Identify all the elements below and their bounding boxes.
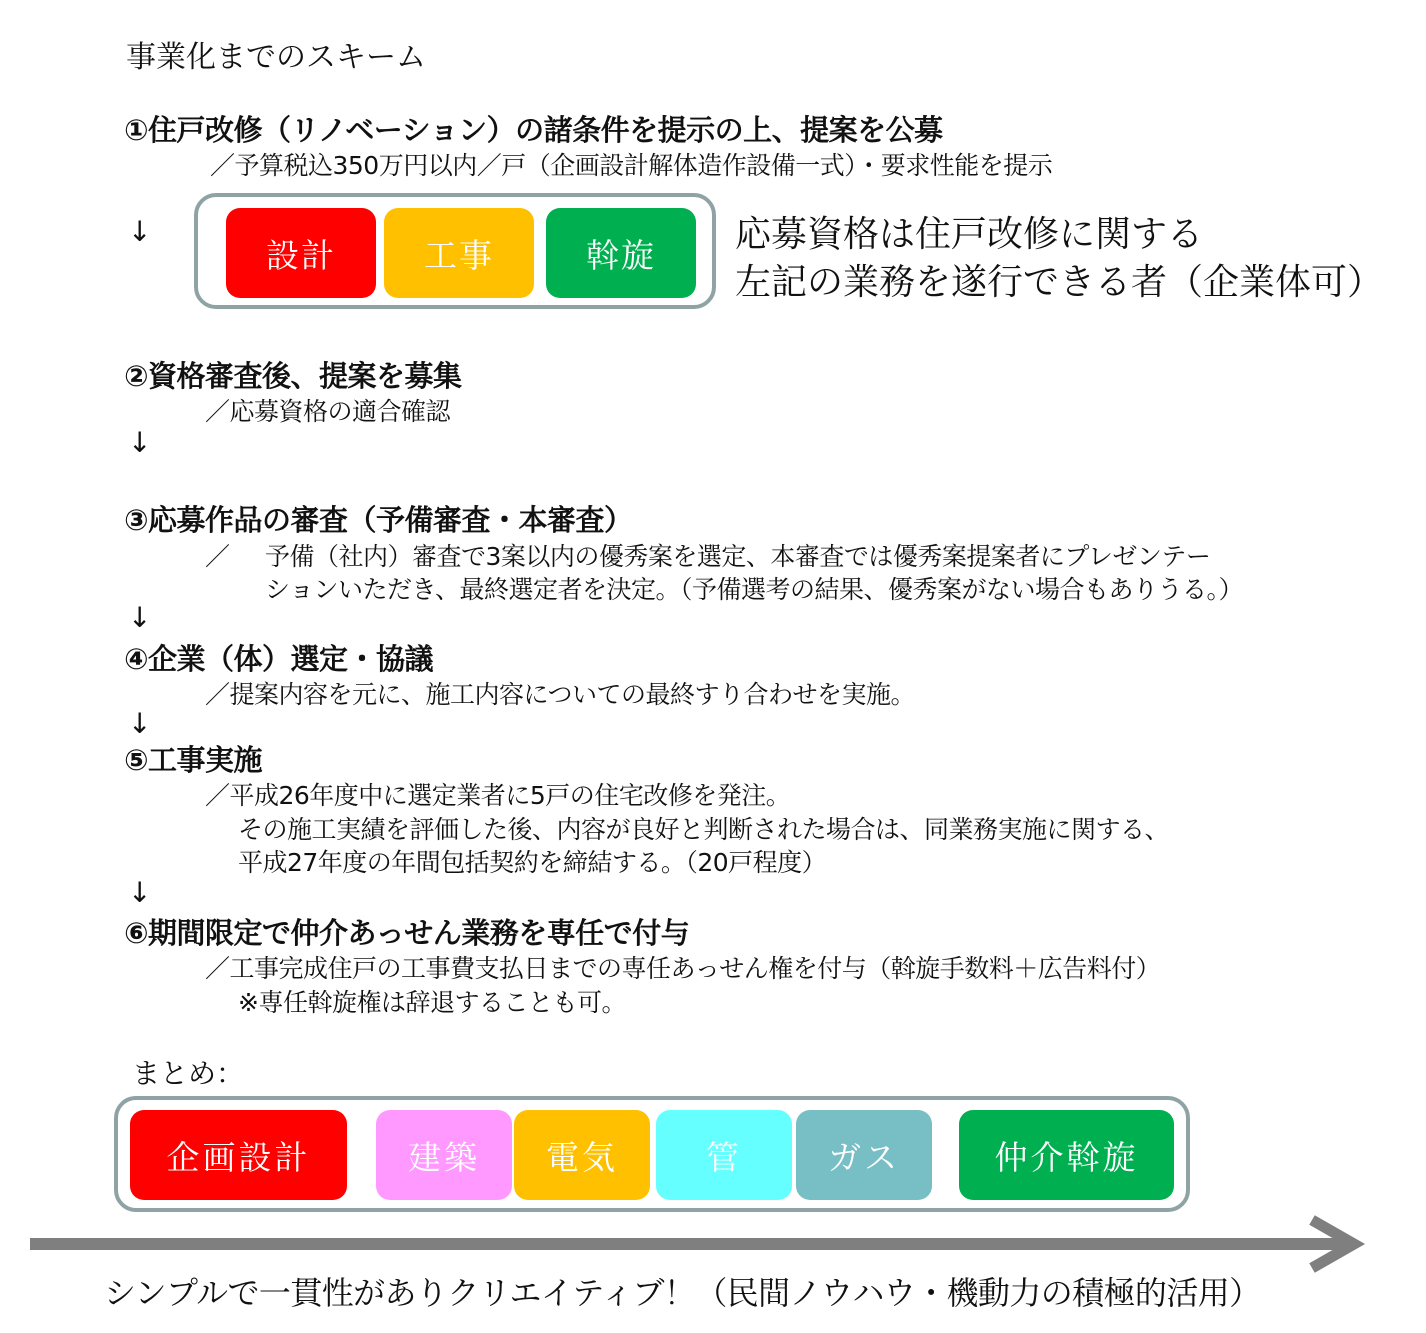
- summary-label: まとめ：: [132, 1057, 245, 1090]
- footer-slogan: シンプルで一貫性がありクリエイティブ！（民間ノウハウ・機動力の積極的活用）: [104, 1274, 1261, 1312]
- qualification-note-line-2: 左記の業務を遂行できる者（企業体可）: [735, 262, 1384, 303]
- qualification-tag-construction: 工事: [384, 208, 534, 298]
- step-3-detail-line-1: 予備（社内）審査で3案以内の優秀案を選定、本審査では優秀案提案者にプレゼンテー: [265, 542, 1211, 571]
- flow-arrow-1: ↓: [128, 215, 152, 248]
- qualification-tag-brokerage: 斡旋: [546, 208, 696, 298]
- step-5-detail-line-2: その施工実績を評価した後、内容が良好と判断された場合は、同業務実施に関する、: [238, 815, 1170, 844]
- step-1-detail: ／予算税込350万円以内／戸（企画設計解体造作設備一式）・要求性能を提示: [210, 151, 1053, 180]
- step-5-detail-line-3: 平成27年度の年間包括契約を締結する。（20戸程度）: [238, 848, 827, 877]
- step-5-heading: ⑤工事実施: [124, 743, 263, 777]
- flow-arrow-4: ↓: [128, 707, 152, 740]
- flow-arrow-2: ↓: [128, 426, 152, 459]
- summary-tag-gas: ガス: [796, 1110, 932, 1200]
- qualification-tag-design: 設計: [226, 208, 376, 298]
- step-4-detail: ／提案内容を元に、施工内容についての最終すり合わせを実施。: [205, 680, 916, 709]
- step-2-heading: ②資格審査後、提案を募集: [124, 359, 462, 393]
- summary-tag-architecture: 建築: [376, 1110, 512, 1200]
- flow-arrow-icon: [28, 1214, 1368, 1274]
- step-2-detail: ／応募資格の適合確認: [205, 397, 451, 426]
- step-1-heading: ①住戸改修（リノベーション）の諸条件を提示の上、提案を公募: [124, 113, 943, 147]
- step-4-heading: ④企業（体）選定・協議: [124, 642, 434, 676]
- step-5-detail-line-1: ／平成26年度中に選定業者に5戸の住宅改修を発注。: [205, 781, 791, 810]
- step-3-heading: ③応募作品の審査（予備審査・本審査）: [124, 503, 633, 537]
- qualification-note-line-1: 応募資格は住戸改修に関する: [735, 214, 1204, 255]
- page-title: 事業化までのスキーム: [126, 40, 426, 75]
- step-3-detail-line-2: ションいただき、最終選定者を決定。（予備選考の結果、優秀案がない場合もありうる。）: [265, 575, 1244, 604]
- step-6-detail-line-1: ／工事完成住戸の工事費支払日までの専任あっせん権を付与（斡旋手数料＋広告料付）: [205, 954, 1161, 983]
- summary-tag-brokerage: 仲介斡旋: [959, 1110, 1174, 1200]
- step-3-detail-slash: ／: [205, 542, 230, 571]
- step-6-detail-line-2: ※専任斡旋権は辞退することも可。: [238, 988, 626, 1017]
- summary-tag-electrical: 電気: [514, 1110, 650, 1200]
- summary-tag-planning-design: 企画設計: [130, 1110, 347, 1200]
- summary-tag-piping: 管: [656, 1110, 792, 1200]
- flow-arrow-3: ↓: [128, 601, 152, 634]
- flow-arrow-5: ↓: [128, 876, 152, 909]
- step-6-heading: ⑥期間限定で仲介あっせん業務を専任で付与: [124, 916, 690, 950]
